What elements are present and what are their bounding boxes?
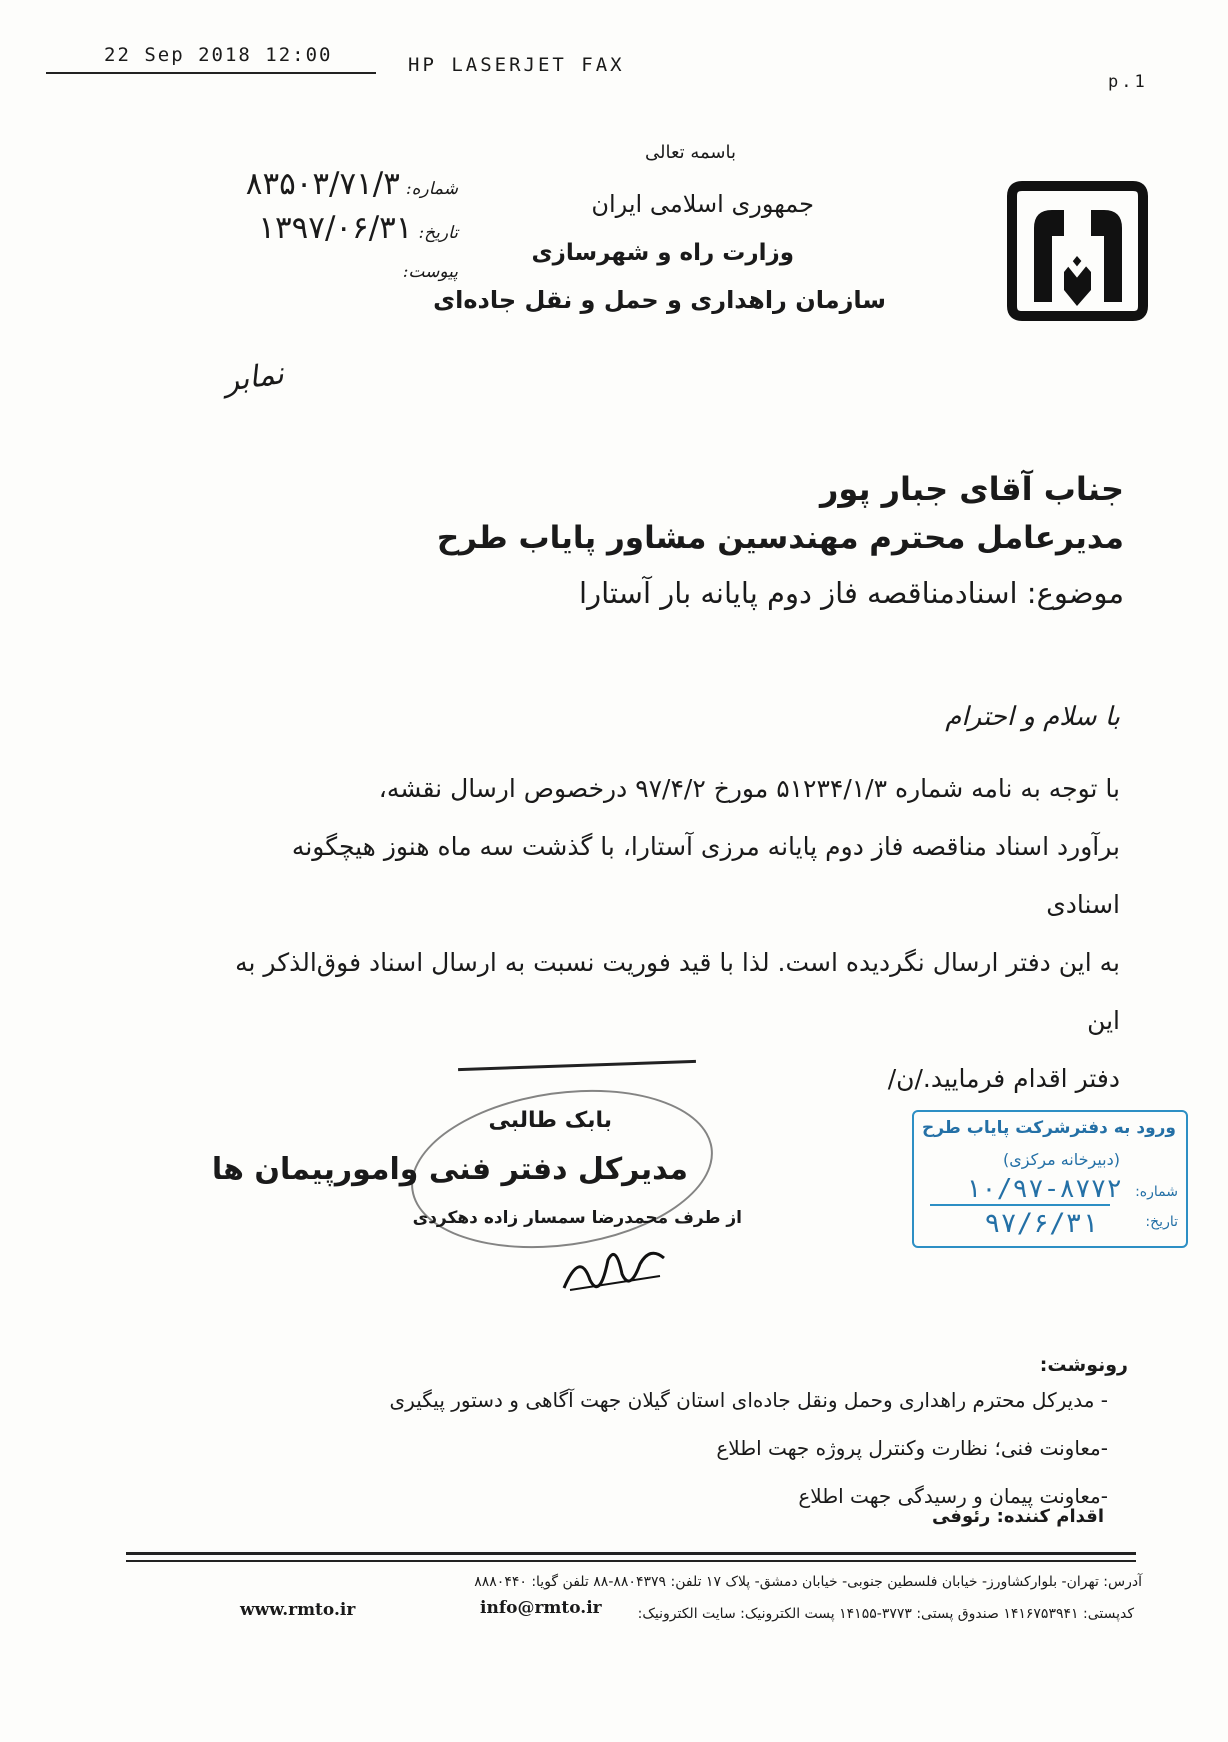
copies-list xyxy=(228,1376,1108,1520)
letter-attachment xyxy=(403,262,458,282)
letter-number-value: ۸۳۵۰۳/۷۱/۳ xyxy=(245,166,400,202)
addressee-name: جناب آقای جبار پور xyxy=(819,470,1124,508)
letter-date-label: تاریخ: xyxy=(418,223,458,243)
footer-email-link[interactable]: info@rmto.ir xyxy=(480,1598,602,1618)
stamp-date-label: تاریخ: xyxy=(1145,1214,1178,1230)
signatory-name: بابک طالبی xyxy=(488,1108,612,1133)
addressee-title: مدیرعامل محترم مهندسین مشاور پایاب طرح xyxy=(436,520,1124,556)
letter-date-value: ۱۳۹۷/۰۶/۳۱ xyxy=(258,210,413,246)
letterhead-ministry: وزارت راه و شهرسازی xyxy=(531,240,794,266)
stamp-title: ورود به دفترشرکت پایاب طرح xyxy=(921,1118,1176,1138)
letter-body xyxy=(220,760,1120,1108)
footer-rule xyxy=(126,1552,1136,1555)
action-by: اقدام کننده: رئوفی xyxy=(931,1506,1104,1527)
fax-page-number: p.1 xyxy=(1108,72,1148,92)
organization-logo-icon xyxy=(1000,180,1155,322)
list-item: -معاونت فنی؛ نظارت وکنترل پروژه جهت اطلاع xyxy=(716,1436,1108,1460)
greeting: با سلام و احترام xyxy=(945,702,1120,732)
body-line: برآورد اسناد مناقصه فاز دوم پایانه مرزی آستارا، با گذشت سه ماه هنوز هیچگونه اسنادی xyxy=(291,832,1120,919)
stamp-number-label: شماره: xyxy=(1135,1184,1178,1200)
footer-rule xyxy=(126,1560,1136,1562)
list-item: -معاونت پیمان و رسیدگی جهت اطلاع xyxy=(798,1484,1108,1508)
body-line: به این دفتر ارسال نگردیده است. لذا با قید فوریت نسبت به ارسال اسناد فوق‌الذکر به این xyxy=(235,948,1120,1035)
copies-label: رونوشت: xyxy=(1039,1354,1128,1376)
signature-scribble-icon xyxy=(560,1240,670,1298)
fax-header-rule xyxy=(46,72,376,74)
stamp-divider xyxy=(930,1204,1110,1206)
body-line: با توجه به نامه شماره ۵۱۲۳۴/۱/۳ مورخ ۹۷/۴/۲ درخصوص ارسال نقشه، xyxy=(378,774,1120,803)
signatory-on-behalf: از طرف محمدرضا سمسار زاده دهکردی xyxy=(412,1208,742,1228)
body-line: دفتر اقدام فرمایید./ن/ xyxy=(887,1064,1120,1093)
letter-number xyxy=(246,166,458,202)
letter-subject: موضوع: اسنادمناقصه فاز دوم پایانه بار آستارا xyxy=(579,576,1124,610)
letter-number-label: شماره: xyxy=(405,179,458,199)
letterhead-country: جمهوری اسلامی ایران xyxy=(591,190,814,218)
list-item: - مدیرکل محترم راهداری وحمل ونقل جاده‌ای استان گیلان جهت آگاهی و دستور پیگیری xyxy=(389,1388,1108,1412)
fax-timestamp: 22 Sep 2018 12:00 xyxy=(104,44,333,66)
stamp-subtitle: (دبیرخانه مرکزی) xyxy=(1003,1150,1120,1169)
fax-device-name: HP LASERJET FAX xyxy=(408,54,625,76)
footer-address: آدرس: تهران- بلوارکشاورز- خیابان فلسطین جنوبی- خیابان دمشق- پلاک ۱۷ تلفن: ۸۸۰۴۳۷۹-۸۸ تلفن گویا: ۸۸۸۰۴۴۰ xyxy=(474,1574,1142,1590)
footer-website-link[interactable]: www.rmto.ir xyxy=(240,1600,356,1620)
letter-date xyxy=(258,210,458,246)
receipt-stamp xyxy=(912,1110,1188,1248)
stamp-number-value: ۱۰/۹۷-۸۷۷۲ xyxy=(965,1174,1122,1204)
letterhead-basmala: باسمه تعالی xyxy=(644,142,736,163)
stamp-date-value: ۹۷/۶/۳۱ xyxy=(984,1208,1098,1239)
footer-postal: کدپستی: ۱۴۱۶۷۵۳۹۴۱ صندوق پستی: ۳۷۷۳-۱۴۱۵۵ پست الکترونیک: سایت الکترونیک: xyxy=(637,1606,1134,1622)
handwritten-fax-note: نمابر xyxy=(221,356,286,399)
signatory-role: مدیرکل دفتر فنی وامورپیمان ها xyxy=(211,1152,688,1187)
letterhead-organization: سازمان راهداری و حمل و نقل جاده‌ای xyxy=(433,286,886,314)
letter-attachment-label: پیوست: xyxy=(402,262,458,282)
